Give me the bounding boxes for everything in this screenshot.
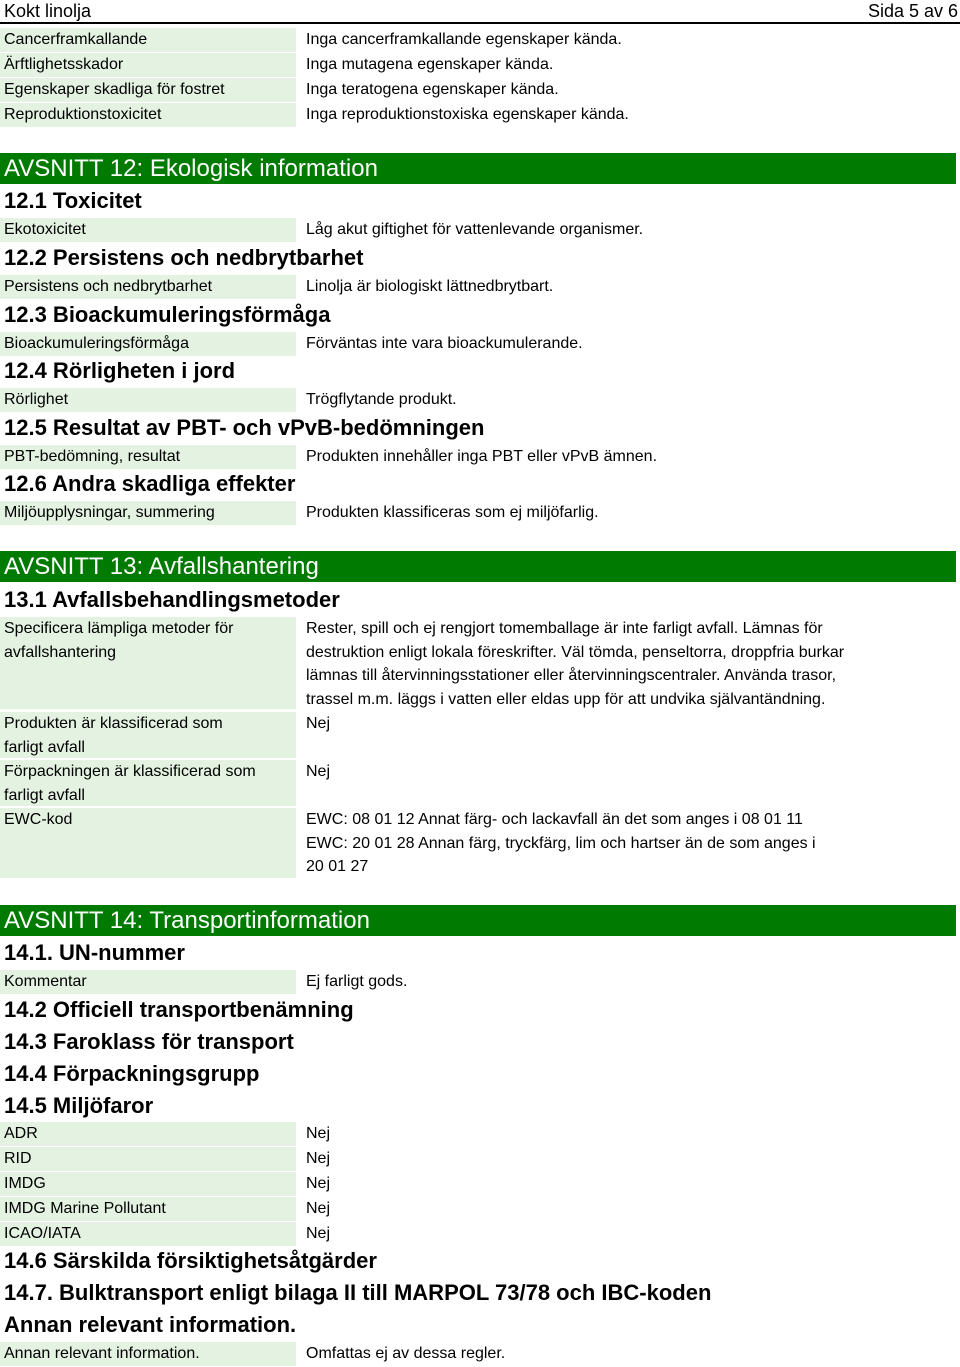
row-value-line: trassel m.m. läggs i vatten eller eldas upp för att undvika självantändning.: [306, 690, 826, 708]
row-value: [306, 617, 946, 711]
info-row: [0, 808, 960, 878]
row-value-line: lämnas till återvinningsstationer eller återvinningscentraler. Använda trasor,: [306, 667, 837, 684]
row-value: Låg akut giftighet för vattenlevande organismer.: [306, 221, 644, 238]
info-row: [0, 617, 960, 709]
info-row: [0, 712, 960, 758]
row-label: IMDG Marine Pollutant: [0, 1197, 296, 1221]
row-value: Produkten klassificeras som ej miljöfarlig.: [306, 504, 599, 521]
row-label: Persistens och nedbrytbarhet: [0, 275, 296, 299]
row-label: EWC-kod: [0, 808, 296, 878]
row-label: [0, 617, 296, 709]
row-value: Nej: [306, 763, 331, 780]
row-label: ADR: [0, 1122, 296, 1146]
row-label: Cancerframkallande: [0, 28, 296, 52]
row-label: [0, 760, 296, 806]
row-value: Nej: [306, 1200, 331, 1217]
row-label: Reproduktionstoxicitet: [0, 103, 296, 127]
row-label: Ekotoxicitet: [0, 218, 296, 242]
row-label: [0, 712, 296, 758]
row-value: Nej: [306, 1225, 331, 1242]
subsection-heading: 14.3 Faroklass för transport: [4, 1029, 294, 1054]
row-label-line: Förpackningen är klassificerad som: [4, 763, 256, 780]
subsection-heading: 14.6 Särskilda försiktighetsåtgärder: [4, 1248, 377, 1273]
product-name: Kokt linolja: [4, 1, 92, 21]
row-label: Egenskaper skadliga för fostret: [0, 78, 296, 102]
row-value: Nej: [306, 1125, 331, 1142]
row-value: Inga cancerframkallande egenskaper kända.: [306, 31, 622, 48]
row-value-line: EWC: 20 01 28 Annan färg, tryckfärg, lim och hartser än de som anges i: [306, 834, 816, 852]
row-value: Linolja är biologiskt lättnedbrytbart.: [306, 278, 554, 295]
row-label: RID: [0, 1147, 296, 1171]
subsection-heading: Annan relevant information.: [4, 1312, 297, 1337]
row-label-line: farligt avfall: [4, 738, 85, 756]
row-label: Rörlighet: [0, 388, 296, 412]
page-header: [0, 0, 960, 22]
subsection-heading: 12.5 Resultat av PBT- och vPvB-bedömningen: [4, 415, 485, 440]
info-row: [0, 760, 960, 806]
row-label: PBT-bedömning, resultat: [0, 445, 296, 469]
row-label-line: avfallshantering: [4, 643, 117, 661]
row-label: Bioackumuleringsförmåga: [0, 332, 296, 356]
row-value: Nej: [306, 1175, 331, 1192]
row-label: IMDG: [0, 1172, 296, 1196]
subsection-heading: 14.2 Officiell transportbenämning: [4, 997, 354, 1022]
row-value: [306, 808, 946, 879]
section-12-header: AVSNITT 12: Ekologisk information: [0, 153, 956, 184]
row-value: Nej: [306, 1150, 331, 1167]
subsection-heading: 12.1 Toxicitet: [4, 188, 142, 213]
row-value-line: EWC: 08 01 12 Annat färg- och lackavfall än det som anges i 08 01 11: [306, 811, 803, 828]
section-14-header: AVSNITT 14: Transportinformation: [0, 905, 956, 936]
row-value: Nej: [306, 715, 331, 732]
row-value: Produkten innehåller inga PBT eller vPvB ämnen.: [306, 448, 658, 465]
row-value: Inga reproduktionstoxiska egenskaper kända.: [306, 106, 629, 123]
row-value: Förväntas inte vara bioackumulerande.: [306, 335, 583, 352]
subsection-heading: 14.1. UN-nummer: [4, 940, 185, 965]
subsection-heading: 12.3 Bioackumuleringsförmåga: [4, 302, 331, 327]
row-value: Omfattas ej av dessa regler.: [306, 1345, 506, 1362]
row-label-line: Specificera lämpliga metoder för: [4, 620, 234, 637]
subsection-heading: 14.4 Förpackningsgrupp: [4, 1061, 260, 1086]
subsection-heading: 12.6 Andra skadliga effekter: [4, 471, 296, 496]
row-value-line: 20 01 27: [306, 858, 369, 875]
row-value: Inga mutagena egenskaper kända.: [306, 56, 554, 73]
row-label-line: Produkten är klassificerad som: [4, 715, 223, 732]
row-value: Ej farligt gods.: [306, 973, 408, 990]
subsection-heading: 13.1 Avfallsbehandlingsmetoder: [4, 587, 340, 612]
page-number: Sida 5 av 6: [867, 1, 958, 21]
section-13-header: AVSNITT 13: Avfallshantering: [0, 551, 956, 582]
row-label: Annan relevant information.: [0, 1342, 296, 1366]
row-value: Trögflytande produkt.: [306, 391, 457, 408]
row-value-line: destruktion enligt lokala föreskrifter. Väl tömda, penseltorra, droppfria burkar: [306, 643, 845, 661]
subsection-heading: 12.2 Persistens och nedbrytbarhet: [4, 245, 364, 270]
row-value: Inga teratogena egenskaper kända.: [306, 81, 559, 98]
row-label: Ärftlighetsskador: [0, 53, 296, 77]
row-label: ICAO/IATA: [0, 1222, 296, 1246]
subsection-heading: 14.7. Bulktransport enligt bilaga II till MARPOL 73/78 och IBC-koden: [4, 1280, 712, 1305]
subsection-heading: 14.5 Miljöfaror: [4, 1093, 154, 1118]
row-label: Miljöupplysningar, summering: [0, 501, 296, 525]
subsection-heading: 12.4 Rörligheten i jord: [4, 358, 236, 383]
row-label-line: farligt avfall: [4, 786, 85, 804]
row-label: Kommentar: [0, 970, 296, 994]
header-divider: [0, 22, 960, 24]
row-value-line: Rester, spill och ej rengjort tomemballage är inte farligt avfall. Lämnas för: [306, 620, 823, 637]
